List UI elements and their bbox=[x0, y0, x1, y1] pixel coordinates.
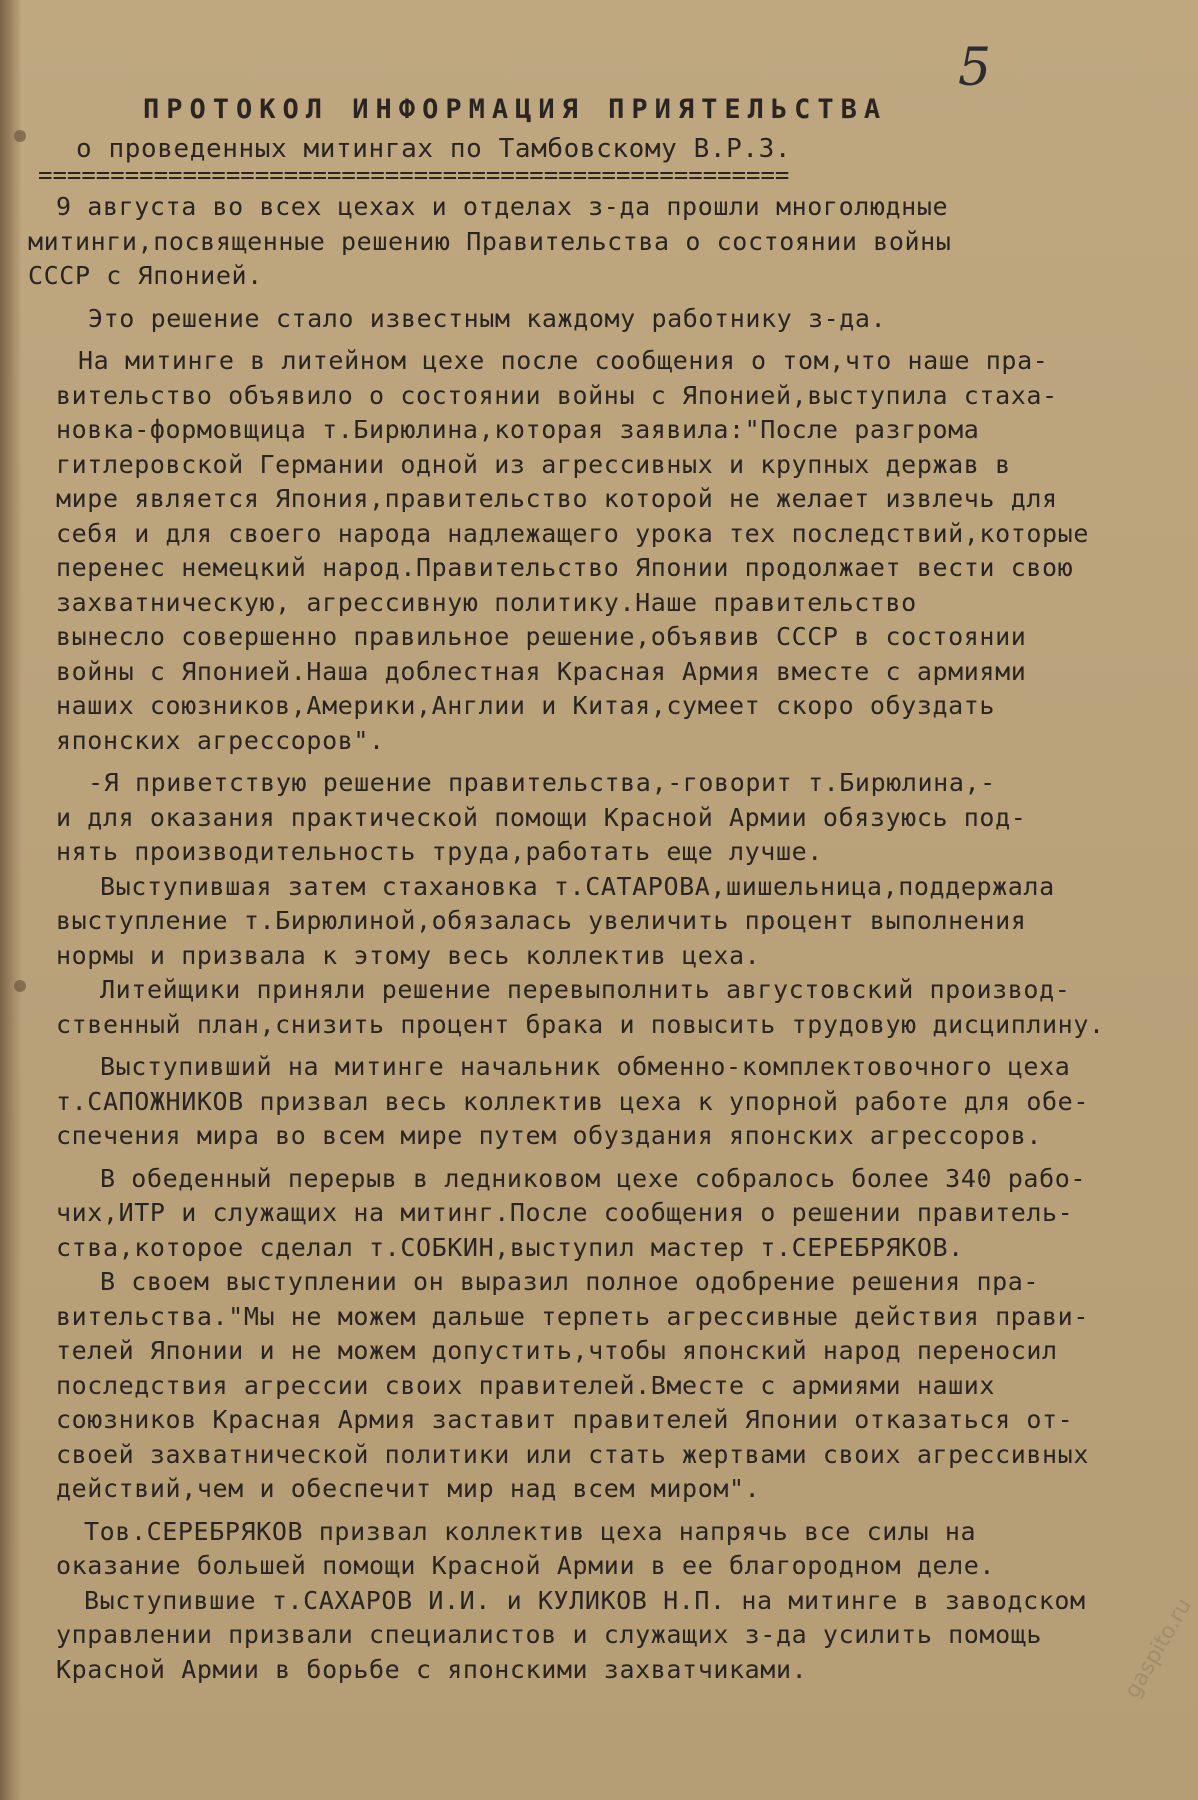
text-line: На митинге в литейном цехе после сообщения о том,что наше пра- bbox=[78, 346, 1049, 375]
text-line: телей Японии и не можем допустить,чтобы японский народ переносил bbox=[56, 1336, 1058, 1365]
text-line: оказание большей помощи Красной Армии в ее благородном деле. bbox=[56, 1551, 996, 1580]
text-line: В обеденный перерыв в ледниковом цехе собралось более 340 рабо- bbox=[100, 1163, 1087, 1193]
paragraph bbox=[28, 870, 1178, 974]
text-line: захватническую, агрессивную политику.Наше правительство bbox=[56, 587, 917, 617]
text-line: -Я приветствую решение правительства,-говорит т.Бирюлина,- bbox=[88, 768, 996, 797]
text-line: своей захватнической политики или стать жертвами своих агрессивных bbox=[56, 1439, 1089, 1469]
text-line: В своем выступлении он выразил полное одобрение решения пра- bbox=[100, 1267, 1040, 1296]
text-line: выступление т.Бирюлиной,обязалась увеличить процент выполнения bbox=[56, 906, 1027, 935]
text-line: Выступившая затем стахановка т.САТАРОВА,шишельница,поддержала bbox=[100, 871, 1055, 901]
watermark: gaspito.ru bbox=[1120, 1594, 1197, 1703]
text-line: союзников Красная Армия заставит правителей Японии отказаться от- bbox=[56, 1405, 1074, 1434]
text-line: ственный план,снизить процент брака и повысить трудовую дисциплину. bbox=[56, 1009, 1105, 1039]
text-line: Литейщики приняли решение перевыполнить августовский производ- bbox=[100, 975, 1071, 1004]
paragraph bbox=[28, 344, 1178, 758]
text-line: нормы и призвала к этому весь коллектив цеха. bbox=[56, 940, 761, 970]
text-line: Это решение стало известным каждому работнику з-да. bbox=[88, 303, 887, 333]
paragraph bbox=[28, 1515, 1178, 1584]
text-line: наших союзников,Америки,Англии и Китая,сумеет скоро обуздать bbox=[56, 691, 996, 720]
text-line: японских агрессоров". bbox=[56, 725, 385, 755]
text-line: спечения мира во всем мире путем обуздания японских агрессоров. bbox=[56, 1121, 1043, 1150]
document-body bbox=[28, 88, 1178, 1687]
text-line: Выступивший на митинге начальник обменно-комплектовочного цеха bbox=[100, 1052, 1071, 1081]
text-line: мире является Япония,правительство которой не желает извлечь для bbox=[56, 484, 1058, 513]
text-line: нять производительность труда,работать еще лучше. bbox=[56, 837, 823, 866]
text-line: вительства."Мы не можем дальше терпеть агрессивные действия прави- bbox=[56, 1301, 1089, 1331]
paragraph bbox=[28, 190, 1178, 294]
text-line: управлении призвали специалистов и служащих з-да усилить помощь bbox=[56, 1620, 1043, 1649]
page-number: 5 bbox=[958, 38, 992, 98]
text-line: т.САПОЖНИКОВ призвал весь коллектив цеха к упорной работе для обе- bbox=[56, 1086, 1089, 1116]
document-subtitle: о проведенных митингах по Тамбовскому В.Р.З. bbox=[76, 134, 792, 164]
text-line: действий,чем и обеспечит мир над всем миром". bbox=[56, 1474, 761, 1503]
text-line: себя и для своего народа надлежащего урока тех последствий,которые bbox=[56, 518, 1089, 548]
binding-hole bbox=[14, 980, 26, 992]
text-line: новка-формовщица т.Бирюлина,которая заявила:"После разгрома bbox=[56, 415, 980, 444]
paragraph bbox=[28, 1265, 1178, 1507]
paragraph bbox=[28, 766, 1178, 870]
text-line: Тов.СЕРЕБРЯКОВ призвал коллектив цеха напрячь все силы на bbox=[84, 1516, 977, 1546]
paragraph bbox=[28, 1584, 1178, 1688]
text-line: Красной Армии в борьбе с японскими захватчиками. bbox=[56, 1654, 808, 1684]
paragraph bbox=[28, 1050, 1178, 1154]
text-line: гитлеровской Германии одной из агрессивных и крупных держав в bbox=[56, 449, 1011, 479]
text-line: перенес немецкий народ.Правительство Японии продолжает вести свою bbox=[56, 553, 1074, 582]
page-edge bbox=[0, 0, 22, 1800]
text-line: СССР с Японией. bbox=[28, 261, 263, 290]
text-line: вительство объявило о состоянии войны с Японией,выступила стаха- bbox=[56, 380, 1058, 410]
text-line: 9 августа во всех цехах и отделах з-да прошли многолюдные bbox=[56, 192, 949, 221]
text-line: войны с Японией.Наша доблестная Красная Армия вместе с армиями bbox=[56, 656, 1027, 686]
text-line: ства,которое сделал т.СОБКИН,выступил мастер т.СЕРЕБРЯКОВ. bbox=[56, 1232, 964, 1262]
binding-hole bbox=[14, 130, 26, 142]
paragraph bbox=[28, 1162, 1178, 1266]
text-line: Выступившие т.САХАРОВ И.И. и КУЛИКОВ Н.П. на митинге в заводском bbox=[84, 1585, 1086, 1615]
text-line: последствия агрессии своих правителей.Вместе с армиями наших bbox=[56, 1370, 996, 1400]
text-line: вынесло совершенно правильное решение,объявив СССР в состоянии bbox=[56, 622, 1027, 651]
text-line: митинги,посвященные решению Правительства о состоянии войны bbox=[28, 226, 952, 256]
paragraph bbox=[28, 973, 1178, 1042]
underline-rule: ==================================================== bbox=[38, 161, 790, 189]
paragraph bbox=[28, 302, 1178, 337]
document-title: ПРОТОКОЛ ИНФОРМАЦИЯ ПРИЯТЕЛЬСТВА bbox=[143, 94, 888, 125]
text-line: и для оказания практической помощи Красной Армии обязуюсь под- bbox=[56, 802, 1027, 832]
text-line: чих,ИТР и служащих на митинг.После сообщения о решении правитель- bbox=[56, 1198, 1074, 1227]
